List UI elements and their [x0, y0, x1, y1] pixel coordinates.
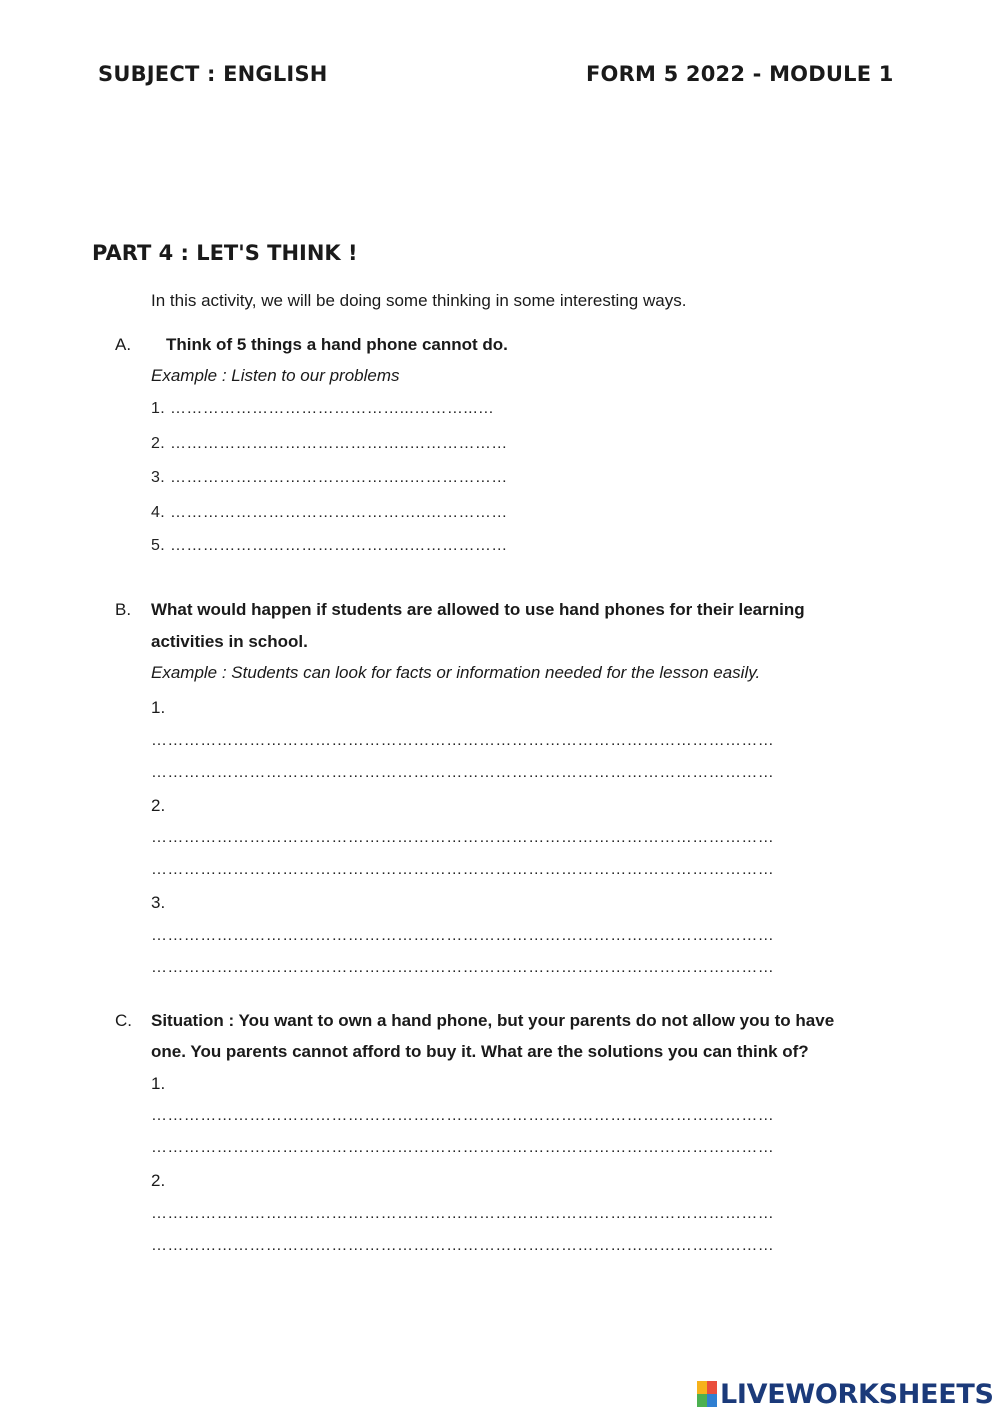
item-number: 1. — [151, 698, 166, 717]
answer-line[interactable]: …………………………………………………………………………………………………… — [151, 829, 775, 846]
section-c-letter: C. — [115, 1011, 132, 1030]
item-number: 3. — [151, 893, 166, 912]
part-title: PART 4 : LET'S THINK ! — [92, 241, 358, 265]
answer-line[interactable]: 2. ……………………………………..……………… — [151, 435, 508, 452]
subject-header: SUBJECT : ENGLISH — [98, 62, 328, 86]
item-number: 2. — [151, 796, 166, 815]
section-c-question-line1: Situation : You want to own a hand phone, but your parents do not allow you to have — [151, 1011, 835, 1030]
logo-square — [697, 1381, 707, 1394]
answer-line[interactable]: 5. ……………………………………..……………… — [151, 537, 508, 554]
section-a-example: Example : Listen to our problems — [151, 366, 400, 385]
answer-line[interactable]: …………………………………………………………………………………………………… — [151, 1205, 775, 1222]
part-intro: In this activity, we will be doing some thinking in some interesting ways. — [151, 291, 687, 310]
section-a-letter: A. — [115, 335, 132, 354]
logo-square — [697, 1394, 707, 1407]
section-b-question-line1: What would happen if students are allowed to use hand phones for their learning — [151, 600, 805, 619]
item-number: 1. — [151, 1074, 166, 1093]
section-b-example: Example : Students can look for facts or information needed for the lesson easily. — [151, 663, 761, 682]
section-a-question: Think of 5 things a hand phone cannot do. — [166, 335, 508, 354]
logo-text: LIVEWORKSHEETS — [720, 1378, 994, 1410]
answer-line[interactable]: …………………………………………………………………………………………………… — [151, 927, 775, 944]
answer-line[interactable]: 4. ………………………………………..…………… — [151, 504, 508, 521]
answer-line[interactable]: …………………………………………………………………………………………………… — [151, 764, 775, 781]
logo-square — [707, 1381, 717, 1394]
answer-line[interactable]: 1. ……………………………………...………...… — [151, 400, 495, 417]
liveworksheets-logo[interactable] — [697, 1378, 994, 1410]
logo-square — [707, 1394, 717, 1407]
answer-line[interactable]: …………………………………………………………………………………………………… — [151, 732, 775, 749]
answer-line[interactable]: …………………………………………………………………………………………………… — [151, 861, 775, 878]
answer-line[interactable]: …………………………………………………………………………………………………… — [151, 959, 775, 976]
answer-line[interactable]: …………………………………………………………………………………………………… — [151, 1139, 775, 1156]
answer-line[interactable]: 3. ……………………………………..……………… — [151, 469, 508, 486]
liveworksheets-logo-icon — [697, 1381, 717, 1407]
section-c-question-line2: one. You parents cannot afford to buy it. What are the solutions you can think of? — [151, 1042, 809, 1061]
section-b-question-line2: activities in school. — [151, 632, 308, 651]
item-number: 2. — [151, 1171, 166, 1190]
answer-line[interactable]: …………………………………………………………………………………………………… — [151, 1237, 775, 1254]
form-module-header: FORM 5 2022 - MODULE 1 — [586, 62, 894, 86]
answer-line[interactable]: …………………………………………………………………………………………………… — [151, 1107, 775, 1124]
section-b-letter: B. — [115, 600, 132, 619]
